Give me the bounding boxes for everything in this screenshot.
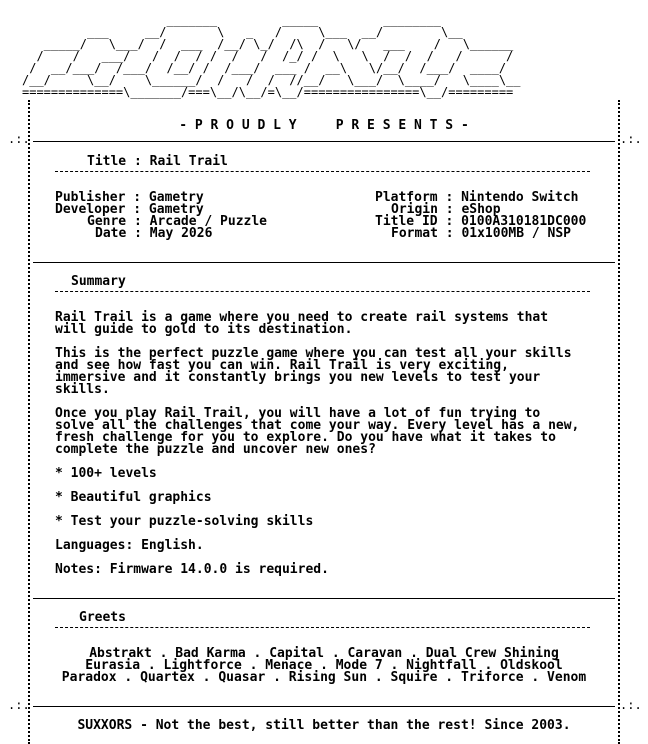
greets-line-3: Paradox . Quartex . Quasar . Rising Sun . Squire . Triforce . Venom <box>61 670 587 685</box>
genre-line: Genre : Arcade / Puzzle <box>87 214 268 229</box>
publisher-line: Publisher : Gametry <box>55 190 204 205</box>
developer-line: Developer : Gametry <box>55 202 204 217</box>
frame-dots-right-bottom: .:. <box>620 698 642 712</box>
bullet-skills: * Test your puzzle-solving skills <box>55 514 314 529</box>
frame-dots-right-top: .:. <box>620 132 642 146</box>
date-line: Date : May 2026 <box>95 226 213 241</box>
frame-right-border <box>618 100 622 744</box>
title-line: Title : Rail Trail <box>87 154 228 169</box>
divider-greets <box>33 598 615 599</box>
ascii-logo: _______ _____ ________ ___ __/ \ _ / \___ __/ \__ _____/ \___/ / ___ /__/ \_/ /\ / \/ ___ / \______ / / ___/ / / / / / / /_/ / \ \ / / / / / / __/___/ /___/ /__/ / /___/ ___ / __\ \/__/ /___/ ____/ /__/ \__/ \______/ / / / //__/ \___/ \____/ \____\__ ==============\_______/===\__/\__/=\__/================\__/========= <box>22 13 521 99</box>
title-underline <box>55 171 590 172</box>
languages-line: Languages: English. <box>55 538 204 553</box>
bullet-graphics: * Beautiful graphics <box>55 490 212 505</box>
greets-underline <box>55 627 590 628</box>
divider-footer <box>33 706 615 707</box>
origin-line: Origin : eShop <box>391 202 501 217</box>
greets-line-1: Abstrakt . Bad Karma . Capital . Caravan . Dual Crew Shining <box>89 646 559 661</box>
frame-left-border <box>28 100 32 744</box>
divider-summary <box>33 262 615 263</box>
greets-heading: Greets <box>79 610 126 625</box>
summary-paragraph-2: This is the perfect puzzle game where you can test all your skills and see how fast you can win. Rail Trail is very exciting, immersive and it constantly brings you new levels to test your skills. <box>55 346 572 397</box>
summary-underline <box>55 291 590 292</box>
frame-dots-left-bottom: .:. <box>8 698 30 712</box>
summary-paragraph-1: Rail Trail is a game where you need to create rail systems that will guide to gold to its destination. <box>55 310 549 337</box>
platform-line: Platform : Nintendo Switch <box>375 190 579 205</box>
format-line: Format : 01x100MB / NSP <box>391 226 572 241</box>
frame-dots-left-top: .:. <box>8 132 30 146</box>
summary-heading: Summary <box>71 274 126 289</box>
footer-tagline: SUXXORS - Not the best, still better than the rest! Since 2003. <box>77 718 571 733</box>
titleid-line: Title ID : 0100A310181DC000 <box>375 214 587 229</box>
divider-top <box>33 141 615 142</box>
proudly-presents: - P R O U D L Y P R E S E N T S - <box>179 118 469 133</box>
bullet-levels: * 100+ levels <box>55 466 157 481</box>
greets-line-2: Eurasia . Lightforce . Menace . Mode 7 . Nightfall . Oldskool <box>85 658 563 673</box>
summary-paragraph-3: Once you play Rail Trail, you will have a lot of fun trying to solve all the challenges that come your way. Every level has a new, fresh challenge for you to explore. Do you have what it takes to complete the puzzle and uncover new ones? <box>55 406 580 457</box>
notes-line: Notes: Firmware 14.0.0 is required. <box>55 562 329 577</box>
